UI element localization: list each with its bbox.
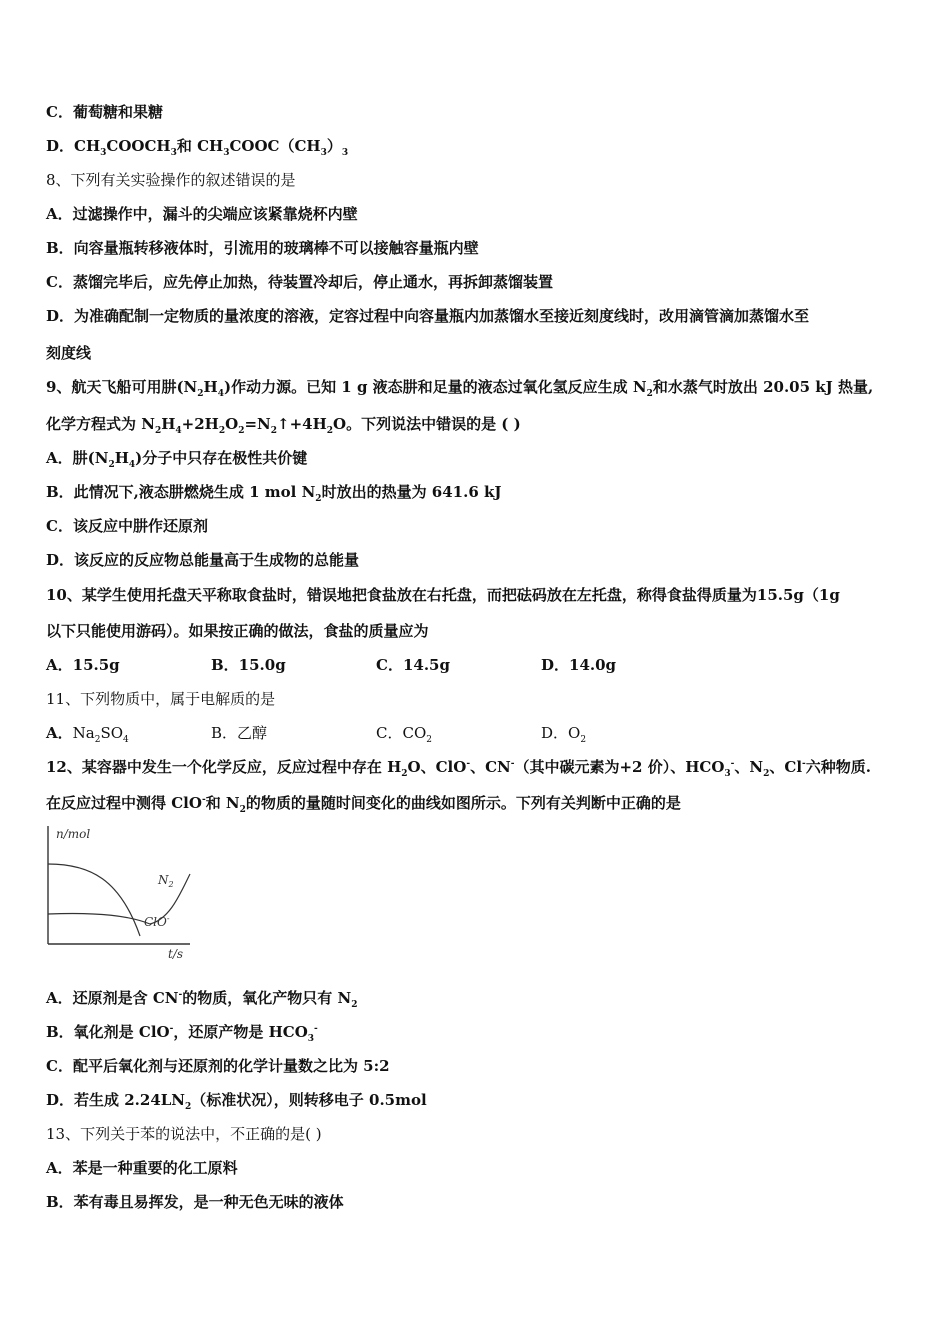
q9-option-d: D．该反应的反应物总能量高于生成物的总能量 [46, 551, 360, 569]
q11-option-c: C．$CO_2$ [376, 724, 432, 745]
clo-label: ClO- [144, 914, 170, 929]
question-13: 13、下列关于苯的说法中，不正确的是( ) [46, 1125, 322, 1143]
q12-option-d: D．若生成 $2.24LN_2$（标准状况），则转移电子 0.5mol [46, 1091, 427, 1112]
q11-option-d: D．$O_2$ [541, 724, 587, 745]
y-axis-label: n/mol [56, 827, 91, 841]
q8-option-a: A．过滤操作中，漏斗的尖端应该紧靠烧杯内壁 [46, 205, 358, 223]
q10-options [46, 655, 616, 675]
question-10-line2: 以下只能使用游码）。如果按正确的做法，食盐的质量应为 [46, 622, 429, 640]
q13-option-a: A．苯是一种重要的化工原料 [46, 1159, 238, 1177]
question-8: 8、下列有关实验操作的叙述错误的是 [46, 171, 296, 189]
question-9-line1: 9、航天飞船可用肼$(N_2H_4)$作动力源。已知 1 g 液态肼和足量的液态过氧化氢反应生成 $N_2$和水蒸气时放出 20.05 kJ 热量, [46, 378, 874, 399]
q9-option-c: C．该反应中肼作还原剂 [46, 517, 208, 535]
q10-option-d: D．14.0g [541, 656, 617, 674]
q10-option-a: A．15.5g [46, 656, 120, 674]
q8-option-d-cont: 刻度线 [46, 344, 92, 362]
q11-option-a: A．$Na_2SO_4$ [46, 724, 129, 745]
q9-option-b: B．此情况下,液态肼燃烧生成 1 mol $N_2$时放出的热量为 641.6 kJ [46, 483, 502, 504]
amount-time-graph [40, 824, 200, 964]
q11-options [46, 723, 586, 743]
q8-option-b: B．向容量瓶转移液体时，引流用的玻璃棒不可以接触容量瓶内壁 [46, 239, 479, 257]
question-11: 11、下列物质中，属于电解质的是 [46, 690, 276, 708]
q12-option-a: A．还原剂是含 CN-的物质，氧化产物只有 $N_2$ [46, 989, 358, 1010]
q8-option-d: D．为准确配制一定物质的量浓度的溶液，定容过程中向容量瓶内加蒸馏水至接近刻度线时，改用滴管滴加蒸馏水至 [46, 307, 810, 325]
line-c-glucose: C．葡萄糖和果糖 [46, 103, 163, 121]
q11-option-b: B．乙醇 [211, 724, 268, 742]
q12-option-c: C．配平后氧化剂与还原剂的化学计量数之比为 5:2 [46, 1057, 390, 1075]
question-10-line1: 10、某学生使用托盘天平称取食盐时，错误地把食盐放在右托盘，而把砝码放在左托盘，称得食盐得质量为15.5g（1g [46, 586, 840, 604]
q13-option-b: B．苯有毒且易挥发，是一种无色无味的液体 [46, 1193, 344, 1211]
q12-option-b: B．氧化剂是 ClO-，还原产物是 $HCO_3^-$ [46, 1023, 318, 1044]
q9-option-a: A．肼$(N_2H_4)$分子中只存在极性共价键 [46, 449, 308, 470]
x-axis-label: t/s [168, 947, 184, 961]
question-9-line2: 化学方程式为 $N_2H_4+2H_2O_2=N_2↑+4H_2O$。下列说法中错误的是 ( ) [46, 415, 521, 436]
question-12-line1: 12、某容器中发生一个化学反应，反应过程中存在 $H_2O$、ClO-、CN-（其中碳元素为+2 价）、$HCO_3^-$、$N_2$、Cl-六种物质. [46, 758, 872, 779]
n2-label: $N_2$ [158, 873, 174, 889]
q10-option-b: B．15.0g [211, 656, 286, 674]
line-d-esters: D．$CH_3COOCH_3$和 $CH_3COOC(CH_3)_3$ [46, 137, 349, 158]
n2-curve [48, 864, 140, 936]
q8-option-c: C．蒸馏完毕后，应先停止加热，待装置冷却后，停止通水，再拆卸蒸馏装置 [46, 273, 553, 291]
question-12-line2: 在反应过程中测得 ClO-和 $N_2$的物质的量随时间变化的曲线如图所示。下列有关判断中正确的是 [46, 794, 681, 815]
q10-option-c: C．14.5g [376, 656, 450, 674]
